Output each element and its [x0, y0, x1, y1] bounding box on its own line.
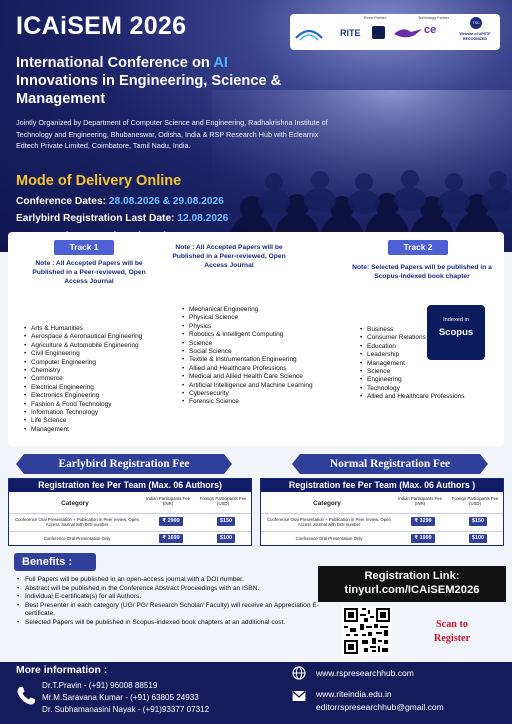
list-item: • Social Science — [182, 348, 320, 356]
contact-1: Dr.T.Pravin - (+91) 96008 88519 — [42, 681, 158, 690]
normal-col-category: Category — [313, 500, 341, 507]
list-item: • Textile & Instrumentation Engineering — [182, 356, 320, 364]
audience-image — [212, 90, 512, 252]
normal-fee-ribbon: Normal Registration Fee — [300, 454, 480, 474]
conf-dates-value: 28.08.2026 & 29.08.2026 — [108, 196, 224, 207]
list-item: • Leadership — [360, 351, 480, 359]
registration-link-box[interactable] — [318, 566, 506, 602]
normal-row1-category: Conference Oral Presentation + Publication in Peer review, Open Access Journal with DOI number — [267, 517, 391, 527]
earlybird-label: Earlybird Registration Last Date: — [16, 213, 178, 224]
footer — [0, 662, 512, 724]
list-item: • Science — [360, 368, 480, 376]
normal-row2-foreign: $100 — [469, 534, 487, 543]
normal-row2-indian: ₹ 1999 — [411, 534, 435, 543]
normal-row1-foreign: $150 — [469, 517, 487, 526]
list-item: • Physics — [182, 323, 320, 331]
list-item: • Science — [182, 340, 320, 348]
list-item: • Management — [360, 360, 480, 368]
earlybird-row1-indian: ₹ 2999 — [159, 517, 183, 526]
list-item: • Education — [360, 343, 480, 351]
earlybird-row2-foreign: $100 — [217, 534, 235, 543]
scopus-name: Scopus — [438, 327, 474, 338]
website-rsp-link[interactable]: www.rspresearchhub.com — [316, 668, 414, 678]
scopus-badge — [427, 305, 485, 360]
list-item: • Agriculture & Automobile Engineering — [24, 342, 172, 350]
ce-logo: ce — [424, 24, 437, 36]
normal-col-foreign: Foreign Participants Fee (USD) — [451, 496, 499, 506]
list-item: • Business — [360, 326, 480, 334]
subtitle-part2: Innovations in Engineering, Science & Management — [16, 73, 282, 107]
list-item: • Chemistry — [24, 367, 172, 375]
list-item: • Cybersecurity — [182, 390, 320, 398]
hero-banner — [0, 0, 512, 252]
middle-note: Note : All Accepted Papers will be Published in a Peer-reviewed, Open Access Journal — [172, 244, 286, 269]
normal-row2-category: Conference Oral Presentation Only — [295, 536, 363, 541]
earlybird-deadline — [16, 213, 228, 224]
globe-icon — [292, 666, 306, 680]
event-partner-label: Event Partner — [364, 16, 386, 20]
conference-subtitle — [16, 54, 316, 108]
earlybird-row1-category: Conference Oral Presentation + Publication in Peer review, Open Access Journal with DOI number — [15, 517, 139, 527]
contact-3: Dr. Subhamanasini Nayak - (+91)93377 07312 — [42, 705, 210, 714]
list-item: • Consumer Relations — [360, 334, 480, 342]
phone-icon — [14, 684, 38, 708]
rite-logo: RITE — [340, 28, 361, 38]
list-item: • Arts & Humanities — [24, 325, 172, 333]
track2-label: Track 2 — [388, 240, 448, 255]
earlybird-row2-indian: ₹ 1699 — [159, 534, 183, 543]
mail-icon — [292, 690, 306, 702]
normal-row1-indian: ₹ 3299 — [411, 517, 435, 526]
table-row — [9, 513, 251, 529]
table-row — [261, 513, 503, 529]
conference-dates — [16, 196, 224, 207]
subtitle-part1: International Conference on — [16, 55, 214, 71]
more-info-title: More information : — [16, 665, 108, 676]
registration-link[interactable]: tinyurl.com/ICAiSEM2026 — [344, 584, 480, 596]
scan-to-register — [412, 618, 492, 646]
earlybird-fee-header: Registration fee Per Team (Max. 06 Authors) — [9, 479, 251, 492]
track1-label: Track 1 — [54, 240, 114, 255]
organized-by-text: Jointly Organized by Department of Computer Science and Engineering, Radhakrishna Institute of Technology and Engineering, Bhubaneswar, Odisha, India & RSP Research Hub with Eclearnix Edtech Private Limited, Coimbatore, Tamil Nadu, India. — [16, 118, 328, 151]
track1-note: Note : All Accepted Papers will be Published in a Peer-reviewed, Open Access Journal — [32, 260, 146, 285]
list-item: • Management — [24, 426, 172, 434]
list-item: • Computer Engineering — [24, 359, 172, 367]
list-item: • Individual E-certificate(s) for all Authors. — [17, 593, 333, 602]
scopus-indexed-in: Indexed in — [443, 317, 469, 323]
list-item: • Civil Engineering — [24, 350, 172, 358]
list-item: • Robotics & Intelligent Computing — [182, 331, 320, 339]
benefits-list — [17, 576, 333, 628]
list-item: • Best Presenter in each category (UG/ PG/ Research Scholar/ Faculty) will receive an Appreciation E-certificate. — [17, 602, 333, 619]
scan-line1: Scan to — [436, 619, 468, 630]
list-item: • Allied and Healthcare Professions — [360, 393, 480, 401]
normal-fee-table — [260, 478, 504, 546]
normal-fee-header: Registration fee Per Team (Max. 06 Authors ) — [261, 479, 503, 492]
website-rite-link[interactable]: www.riteindia.edu.in — [316, 689, 392, 699]
earlybird-fee-ribbon: Earlybird Registration Fee — [24, 454, 224, 474]
eagle-logo-icon — [393, 26, 423, 40]
list-item: • Commerce — [24, 375, 172, 383]
contact-2: Mr.M.Saravana Kumar - (+91) 63805 24933 — [42, 693, 199, 702]
list-item: • Physical Science — [182, 314, 320, 322]
list-item: • Artificial Intelligence and Machine Learning — [182, 382, 320, 390]
list-item: • Aerospace & Aeronautical Engineering — [24, 333, 172, 341]
subtitle-ai: AI — [213, 55, 228, 71]
list-item: • Fashion & Food Technology — [24, 401, 172, 409]
technology-partner-label: Technology Partner — [418, 16, 449, 20]
conference-title: ICAiSEM 2026 — [16, 12, 187, 40]
table-row — [9, 531, 251, 545]
track2-note: Note: Selected Papers will be published in a Scopus-indexed book chapter — [352, 264, 492, 280]
earlybird-col-category: Category — [61, 500, 89, 507]
scan-line2: Register — [433, 633, 471, 644]
qr-code-icon[interactable] — [342, 606, 392, 656]
list-item: • Information Technology — [24, 409, 172, 417]
list-item: • Engineering — [360, 376, 480, 384]
list-item: • Mechanical Engineering — [182, 306, 320, 314]
list-item: • Electronics Engineering — [24, 392, 172, 400]
list-item: • Life Science — [24, 417, 172, 425]
earlybird-col-foreign: Foreign Participants Fee (USD) — [199, 496, 247, 506]
list-item: • Electrical Engineering — [24, 384, 172, 392]
conf-dates-label: Conference Dates: — [16, 196, 109, 207]
list-item: • Full Papers will be published in an open-access journal with a DOI number. — [17, 576, 333, 585]
registration-link-label: Registration Link: — [364, 570, 460, 582]
earlybird-col-indian: Indian Participants Fee (INR) — [146, 496, 190, 506]
earlybird-row1-foreign: $150 — [217, 517, 235, 526]
email-link[interactable]: editorrspresearchhub@gmail.com — [316, 702, 444, 712]
list-item: • Medical and Allied Health Care Science — [182, 373, 320, 381]
list-item: • Selected Papers will be published in Scopus-indexed book chapters at an additional cost. — [17, 619, 333, 628]
tsc-badge: TSC — [470, 17, 482, 29]
list-item: • Forensic Science — [182, 398, 320, 406]
delivery-mode: Mode of Delivery Online — [16, 173, 182, 189]
list-item: • Technology — [360, 385, 480, 393]
list-item: • Allied and Healthcare Professions — [182, 365, 320, 373]
partner-badge-icon — [372, 26, 385, 39]
tsc-text: Website of UPSTF RECOGNIZED — [459, 32, 491, 41]
table-row — [261, 531, 503, 545]
earlybird-row2-category: Conference Oral Presentation Only — [43, 536, 111, 541]
list-item: • Abstract will be published in the Conference Abstract Proceedings with an ISBN. — [17, 585, 333, 594]
rsp-logo — [294, 22, 324, 44]
middle-list — [182, 306, 320, 407]
track1-list — [24, 325, 172, 434]
earlybird-fee-table — [8, 478, 252, 546]
normal-col-indian: Indian Participants Fee (INR) — [398, 496, 442, 506]
partner-logos — [290, 14, 500, 50]
earlybird-value: 12.08.2026 — [177, 213, 229, 224]
benefits-title: Benefits : — [14, 553, 96, 571]
